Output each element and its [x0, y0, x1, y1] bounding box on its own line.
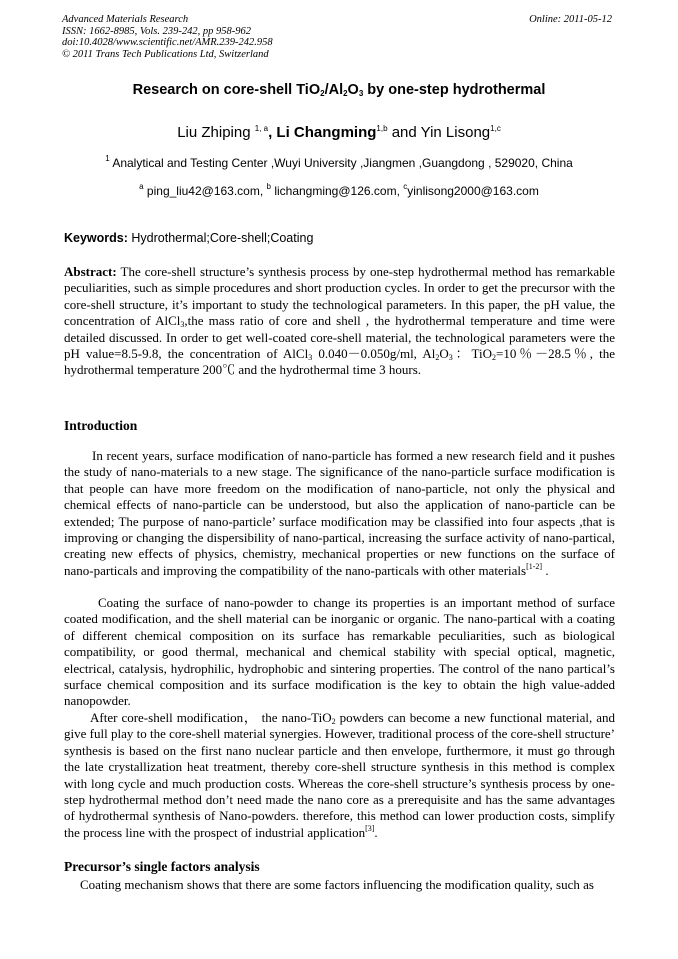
publication-info	[62, 14, 273, 60]
affiliation: $^1$ Analytical and Testing Center ,Wuyi University ,Jiangmen ,Guangdong , 529020, China	[105, 154, 573, 170]
doi: doi:10.4028/www.scientific.net/AMR.239-242.958	[62, 37, 273, 48]
intro-paragraph-2: Coating the surface of nano-powder to change its properties is an important method of surface coated modification, and the shell material can be inorganic or organic. The nano-partical with a coating of different chemical composition on its surface has remarkable peculiarities, such as biological compatibility, or good thermal, mechanical and chemical stability with special optical, magnetic, electrical, catalysis, hydrophilic, hydrophobic and sintering properties. The control of the nano partical’s surface chemical composition and its surface modification is the key to obtain the high value-added nanopowder.	[64, 595, 615, 709]
intro-paragraph-1: In recent years, surface modification of nano-particle has formed a new research field and it pushes the study of nano-materials to a new stage. The significance of the nano-particle surface modification is that people can have more freedom on the modification of nano-particle, not only the physical and chemical effects of nano-particle can be understood, but also the application of nano-particle can be extended; The purpose of nano-particle’ surface modification may be classified into four aspects ,that is improving or changing the dispersibility of nano-partical, increasing the surface activity of nano-partical, creating new effects of physics, chemistry, mechanical properties or new functions on the surface of nano-particals and improving the compatibility of the nano-particals with other materials[1-2] .	[64, 448, 615, 578]
copyright: © 2011 Trans Tech Publications Ltd, Switzerland	[62, 48, 269, 60]
issn: ISSN: 1662-8985, Vols. 239-242, pp 958-962	[62, 25, 251, 37]
authors: Liu Zhiping $^{1, a}$, Li Changming$^{1,b}$ and Yin Lisong$^{1,c}$	[177, 124, 501, 141]
abstract: Abstract: The core-shell structure’s synthesis process by one-step hydrothermal method has remarkable peculiarities, such as simple procedures and short production cycles. In order to get the precursor with the core-shell structure, it’s important to study the technological parameters. In this paper, the pH value, the concentration of AlCl$_3$,the mass ratio of core and shell , the hydrothermal temperature and time were detailed discussed. In order to get well-coated core-shell material, the technological parameters were the pH value=8.5-9.8, the concentration of AlCl$_3$ 0.040－0.050g/ml, $Al_2O_3$：TiO$_2$=10％－28.5％, the hydrothermal temperature 200℃ and the hydrothermal time 3 hours.	[64, 264, 615, 378]
online-date: Online: 2011-05-12	[529, 14, 612, 25]
journal-name: Advanced Materials Research	[62, 14, 189, 25]
intro-paragraph-3: After core-shell modification， the nano-TiO$_2$ powders can become a new functional material, and give full play to the core-shell material synergies. However, traditional process of the core-shell structure’ synthesis is based on the first nano nuclear particle and then envelope, furthermore, it must go through the late crystallization heat treatment, thereby core-shell structure synthesis in this method is complex with long cycle and much production costs. Whereas the core-shell structure’s synthesis process by one-step hydrothermal method don’t need made the nano core as a prerequisite and has the same advantages of hydrothermal synthesis of Nano-powders. therefore, this method can lower production costs, simplify the process line with the prospect of industrial application[3].	[64, 710, 616, 840]
author-emails: $^a$ ping_liu42@163.com, $^b$ lichangming@126.com, $^c$yinlisong2000@163.com	[139, 182, 539, 198]
paper-title: Research on core-shell $TiO_2/Al_2O_3$ by one-step hydrothermal	[132, 82, 546, 98]
precursor-heading: Precursor’s single factors analysis	[64, 859, 260, 874]
introduction-heading: Introduction	[64, 418, 138, 433]
keywords: Keywords: Hydrothermal;Core-shell;Coating	[64, 231, 314, 245]
precursor-paragraph: Coating mechanism shows that there are some factors influencing the modification quality, such as	[80, 877, 594, 892]
